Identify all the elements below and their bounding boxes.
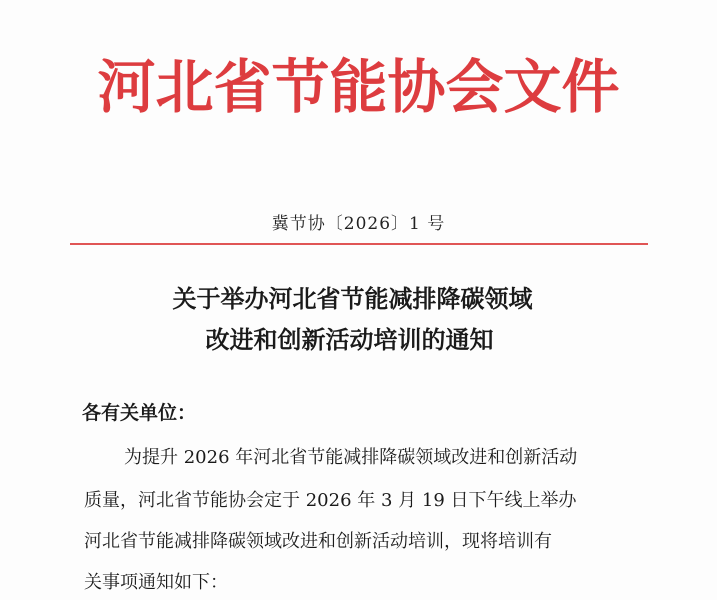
body-paragraph-line: 质量，河北省节能协会定于 2026 年 3 月 19 日下午线上举办 (84, 490, 577, 511)
red-divider-line (70, 243, 648, 245)
document-header: 河北省节能协会文件 (97, 53, 620, 121)
body-paragraph-line: 为提升 2026 年河北省节能减排降碳领域改进和创新活动 (124, 447, 578, 468)
document-title-line-1: 关于举办河北省节能减排降碳领域 (172, 284, 533, 313)
body-paragraph-line: 河北省节能减排降碳领域改进和创新活动培训，现将培训有 (84, 531, 552, 552)
document-title-line-2: 改进和创新活动培训的通知 (205, 325, 494, 354)
document-number: 冀节协〔2026〕1 号 (271, 214, 446, 234)
salutation: 各有关单位： (82, 402, 197, 424)
body-paragraph-line: 关事项通知如下： (84, 572, 228, 593)
